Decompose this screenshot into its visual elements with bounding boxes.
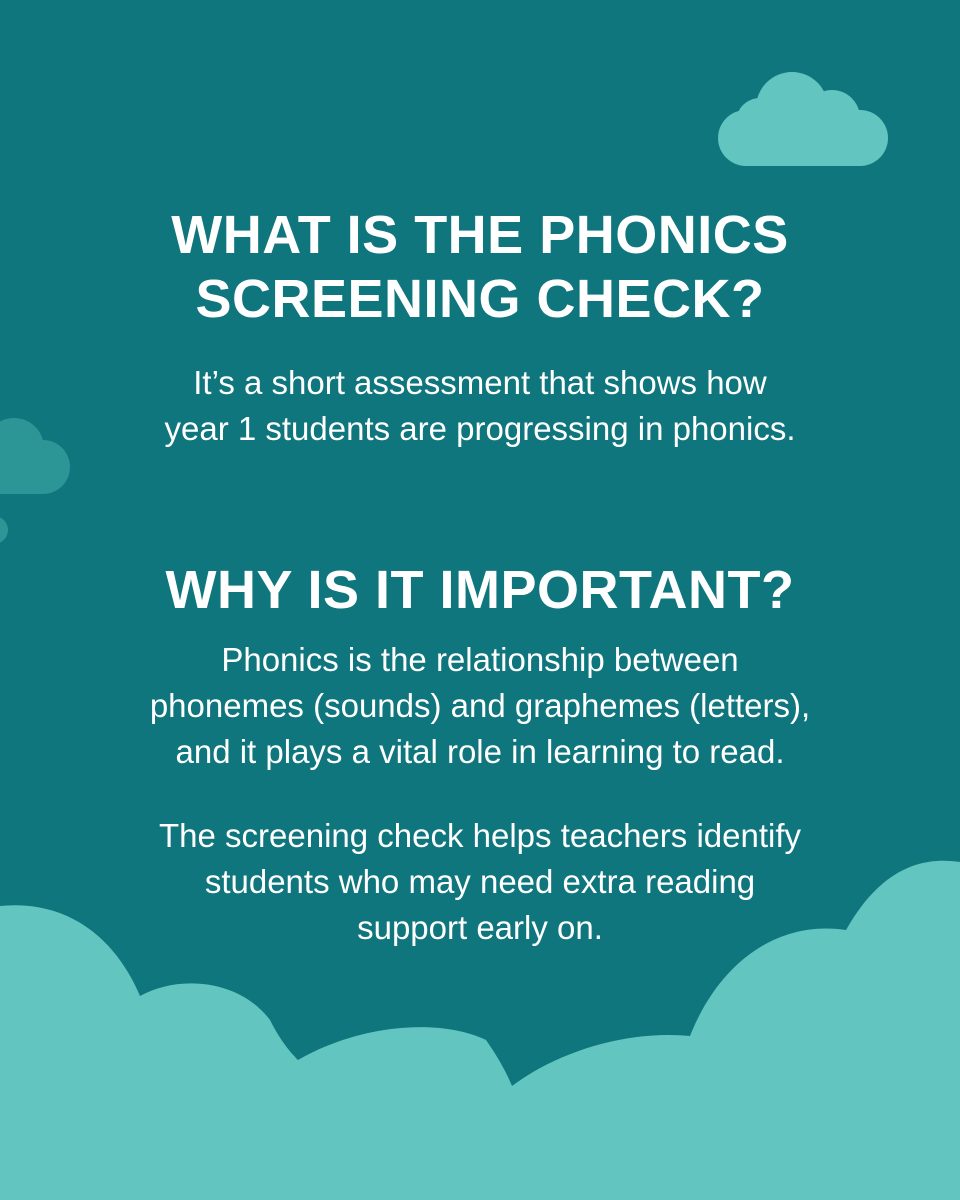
why-important-paragraph-2 [0,813,960,951]
why-important-paragraph-1 [0,637,960,775]
cloud-icon [718,72,888,166]
text-line: and it plays a vital role in learning to read. [175,733,785,770]
text-line: It’s a short assessment that shows how [193,364,767,401]
what-is-description [0,360,960,452]
heading-line: SCREENING CHECK? [195,269,765,329]
text-line: The screening check helps teachers identify [158,817,802,854]
text-line: support early on. [357,909,603,946]
text-line: students who may need extra reading [204,863,756,900]
heading-line: WHAT IS THE PHONICS [171,205,789,265]
heading-what-is [0,203,960,331]
text-line: Phonics is the relationship between [221,641,739,678]
heading-line: WHY IS IT IMPORTANT? [165,560,795,620]
text-line: phonemes (sounds) and graphemes (letters), [149,687,811,724]
text-line: year 1 students are progressing in phonics. [164,410,796,447]
heading-why-important [0,558,960,622]
